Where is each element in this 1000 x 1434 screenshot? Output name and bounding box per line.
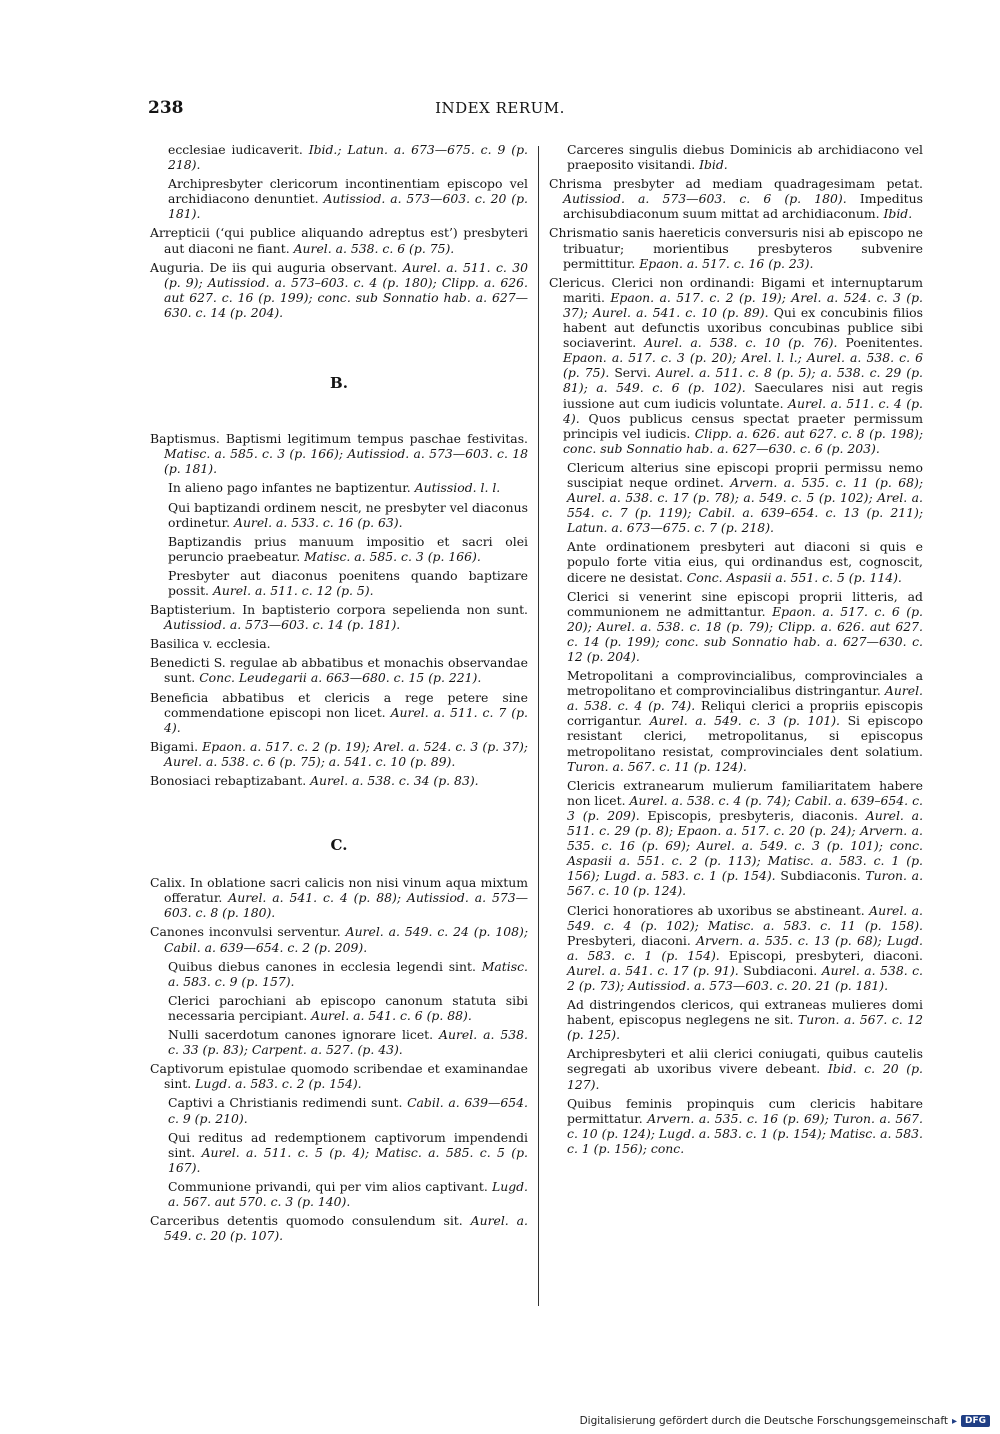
entry-reference: Aurel. a. 538. c. 10 (p. 76). [644, 335, 838, 351]
entry-reference: Arvern. a. 535. c. 16 (p. 69); Turon. a. 567. c. 10 (p. 124); Lugd. a. 583. c. 1 (p. 154); Matisc. a. 583. c. 1 (p. 156); conc. [567, 1110, 923, 1156]
entry-reference: Autissiod. a. 573—603. c. 20 (p. 181). [168, 191, 528, 222]
entry-text: Baptisterium. In baptisterio corpora sepelienda non sunt. [150, 602, 528, 618]
entry-text: Clericus. Clerici non ordinandi: Bigami et internuptarum mariti. [549, 274, 923, 305]
entry-text: Archipresbyteri et alii clerici coniugati, quibus cautelis segregati ab uxoribus vivere debeant. [567, 1046, 923, 1077]
entry-text: Clericis extranearum mulierum familiaritatem habere non licet. [567, 777, 923, 808]
index-entry [150, 1179, 528, 1209]
index-entry [150, 773, 528, 788]
entry-text: Auguria. De iis qui auguria observant. [150, 259, 403, 275]
entry-text: Clerici parochiani ab episcopo canonum statuta sibi necessaria percipiant. [168, 992, 528, 1023]
entry-text: Carceres singulis diebus Dominicis ab archidiacono vel praeposito visitandi. [567, 142, 923, 173]
entry-text: Bonosiaci rebaptizabant. [150, 773, 311, 788]
entry-reference: Aurel. a. 538. c. 6 (p. 75). [293, 240, 455, 256]
index-entry [549, 1096, 923, 1156]
entry-reference: Aurel. a. 549. c. 4 (p. 102); Matisc. a. 583. c. 11 (p. 158). [567, 902, 923, 933]
entry-text: Qui baptizandi ordinem nescit, ne presbyter vel diaconus ordinetur. [168, 499, 528, 530]
entry-reference: Epaon. a. 517. c. 2 (p. 19); Arel. a. 524. c. 3 (p. 37); Aurel. a. 538. c. 6 (p. 75); a. 541. c. 10 (p. 89). [164, 738, 528, 769]
section-letter-b: B. [330, 374, 348, 393]
entry-text: Si episcopo resistant clerici, metropolitanus, si episcopus metropolitano resistat, comprovinciales dent solatium. [567, 713, 923, 759]
footer [580, 1415, 990, 1427]
entry-text: Poenitentes. [837, 335, 923, 351]
entry-reference: Aurel. a. 549. c. 24 (p. 108); Cabil. a. 639—654. c. 2 (p. 209). [164, 924, 528, 955]
entry-text: Ante ordinationem presbyteri aut diaconi si quis e populo forte vitia eius, qui ordinandus est, cognoscit, dicere ne desistat. [567, 539, 923, 585]
entry-text: ecclesiae iudicaverit. [168, 142, 309, 157]
entry-reference: Matisc. a. 583. c. 9 (p. 157). [168, 958, 528, 989]
entry-reference: Aurel. a. 549. c. 20 (p. 107). [164, 1213, 528, 1244]
entry-reference: Aurel. a. 511. c. 7 (p. 4). [164, 704, 528, 735]
entry-reference: Aurel. a. 549. c. 3 (p. 101). [649, 713, 840, 729]
b-entries [150, 431, 528, 788]
index-entry [150, 655, 528, 685]
entry-reference: Aurel. a. 511. c. 30 (p. 9); Autissiod. a. 573–603. c. 4 (p. 180); Clipp. a. 626. aut 627. c. 16 (p. 199); conc. sub Sonnatio hab. a. 627—630. c. 14 (p. 204). [164, 259, 529, 320]
index-entry [150, 500, 528, 530]
entry-reference: Ibid. [883, 206, 913, 222]
entry-text: Impeditus archisubdiaconum suum mittat ad archidiaconum. [563, 191, 924, 222]
index-entry [150, 480, 528, 495]
entry-reference: Lugd. a. 567. aut 570. c. 3 (p. 140). [168, 1178, 528, 1209]
entry-text: Bigami. [150, 738, 203, 754]
entry-text: Chrisma presbyter ad mediam quadragesimam petat. [549, 176, 923, 192]
entry-reference: Aurel. a. 538. c. 34 (p. 83). [310, 773, 479, 788]
entry-text: Presbyteri, diaconi. [567, 932, 697, 948]
footer-text: Digitalisierung gefördert durch die Deutsche Forschungsgemeinschaft [579, 1415, 948, 1427]
entry-text: Captivorum epistulae quomodo scribendae et examinandae sint. [150, 1061, 528, 1092]
index-entry [549, 142, 923, 172]
entry-text: Quibus diebus canones in ecclesia legendi sint. [168, 958, 482, 974]
entry-text: Episcopis, presbyteris, diaconis. [639, 807, 866, 823]
entry-text: Beneficia abbatibus et clericis a rege petere sine commendatione episcopi non licet. [150, 689, 528, 720]
entry-text: Archipresbyter clericorum incontinentiam episcopo vel archidiacono denuntiet. [168, 176, 528, 207]
index-entry [549, 460, 923, 535]
entry-text: Carceribus detentis quomodo consulendum sit. [150, 1213, 471, 1229]
entry-reference: Aurel. a. 541. c. 4 (p. 88); Autissiod. a. 573—603. c. 8 (p. 180). [164, 890, 528, 921]
entry-reference: Aurel. a. 511. c. 29 (p. 8); Epaon. a. 517. c. 20 (p. 24); Arvern. a. 535. c. 16 (p. 69); Aurel. a. 549. c. 3 (p. 101); conc. Aspasii a. 551. c. 2 (p. 113); Matisc. a. 583. c. 1 (p. 156); Lugd. a. 583. c. 1 (p. 154). [567, 807, 924, 884]
index-entry [150, 568, 528, 598]
entry-reference: Aurel. a. 533. c. 16 (p. 63). [234, 514, 403, 530]
index-entry [150, 739, 528, 769]
index-entry [549, 778, 923, 899]
index-entry [150, 142, 528, 172]
c-entries [150, 875, 528, 1243]
entry-reference: Epaon. a. 517. c. 3 (p. 20); Arel. l. l.; Aurel. a. 538. c. 6 (p. 75). [563, 350, 923, 381]
entry-text: Communione privandi, qui per vim alios captivant. [168, 1178, 492, 1194]
entry-reference: Turon. a. 567. c. 10 (p. 124). [567, 868, 924, 899]
entry-reference: Aurel. a. 538. c. 4 (p. 74); Cabil. a. 639–654. c. 3 (p. 209). [567, 792, 923, 823]
left-top-entries [150, 142, 528, 320]
index-entry [150, 690, 528, 735]
entry-text: Canones inconvulsi serventur. [150, 924, 346, 940]
entry-reference: Autissiod. l. l. [414, 480, 501, 496]
entry-text: Subdiaconis. [775, 868, 866, 884]
index-entry [150, 225, 528, 255]
entry-reference: Aurel. a. 511. c. 8 (p. 5); a. 538. c. 29 (p. 81); a. 549. c. 6 (p. 102). [563, 365, 923, 396]
index-entry [549, 225, 923, 270]
entry-reference: Lugd. a. 583. c. 2 (p. 154). [195, 1076, 362, 1092]
entry-reference: Ibid. [699, 157, 728, 173]
index-entry [150, 602, 528, 632]
entry-reference: Epaon. a. 517. c. 6 (p. 20); Aurel. a. 538. c. 18 (p. 79); Clipp. a. 626. aut 627. c. 14 (p. 199); conc. sub Sonnatio hab. a. 627—630. c. 12 (p. 204). [567, 603, 923, 664]
entry-text: Baptizandis prius manuum impositio et sacri olei peruncio praebeatur. [168, 533, 528, 564]
entry-reference: Conc. Leudegarii a. 663—680. c. 15 (p. 221). [199, 670, 482, 686]
entry-reference: Aurel. a. 538. c. 33 (p. 83); Carpent. a. 527. (p. 43). [168, 1027, 528, 1058]
index-entry [150, 875, 528, 920]
index-entry [549, 589, 923, 664]
entry-text: Quibus feminis propinquis cum clericis habitare permittatur. [567, 1095, 923, 1126]
dfg-logo: DFG [961, 1415, 990, 1427]
entry-reference: Ibid.; Latun. a. 673—675. c. 9 (p. 218). [168, 142, 528, 173]
index-entry [150, 1095, 528, 1125]
entry-reference: Aurel. a. 541. c. 17 (p. 91). [567, 962, 739, 978]
entry-text: Qui ex concubinis filios habent aut defunctis uxoribus concubinas publice sibi sociaverint. [563, 304, 923, 351]
entry-reference: Aurel. a. 538. c. 2 (p. 73); Autissiod. a. 573—603. c. 20. 21 (p. 181). [567, 962, 923, 993]
entry-text: Presbyter aut diaconus poenitens quando baptizare possit. [168, 567, 528, 598]
index-entry [150, 959, 528, 989]
left-column [150, 142, 528, 1247]
entry-text: Chrismatio sanis haereticis conversuris nisi ab episcopo ne tribuatur; morientibus presbyteros subvenire permittitur. [549, 225, 923, 271]
index-entry [549, 668, 923, 774]
right-entries [549, 142, 923, 1156]
entry-text: Saeculares nisi aut regis iussione aut cum iudicis voluntate. [563, 380, 923, 411]
index-entry [150, 260, 528, 320]
entry-text: Quos publicus census spectat praeter permissum principis vel iudicis. [563, 410, 923, 441]
entry-text: Metropolitani a comprovincialibus, comprovinciales a metropolitano et comprovincialibus distringantur. [567, 668, 923, 699]
index-entry [150, 176, 528, 221]
running-head: INDEX RERUM. [435, 99, 565, 117]
index-entry [150, 534, 528, 564]
index-entry [150, 1061, 528, 1091]
entry-reference: Conc. Aspasii a. 551. c. 5 (p. 114). [686, 569, 902, 585]
entry-reference: Aurel. a. 511. c. 5 (p. 4); Matisc. a. 585. c. 5 (p. 167). [168, 1144, 528, 1175]
page-number: 238 [148, 98, 184, 118]
index-entry [549, 903, 923, 994]
index-entry [150, 1027, 528, 1057]
entry-reference: Autissiod. a. 573—603. c. 6 (p. 180). [563, 191, 847, 207]
entry-text: Servi. [609, 365, 656, 381]
entry-reference: Autissiod. a. 573—603. c. 14 (p. 181). [164, 617, 401, 633]
index-entry [150, 1130, 528, 1175]
entry-reference: Matisc. a. 585. c. 3 (p. 166); Autissiod. a. 573—603. c. 18 (p. 181). [164, 446, 528, 477]
entry-text: Ad distringendos clericos, qui extraneas mulieres domi habent, episcopus neglegens ne sit. [567, 997, 923, 1028]
entry-reference: Ibid. c. 20 (p. 127). [567, 1061, 923, 1092]
entry-reference: Aurel. a. 511. c. 4 (p. 4). [563, 395, 923, 426]
entry-text: Baptismus. Baptismi legitimum tempus paschae festivitas. [150, 431, 528, 447]
arrow-icon: ▸ [951, 1415, 957, 1427]
entry-text: Clerici honoratiores ab uxoribus se abstineant. [567, 902, 870, 918]
index-entry [549, 1046, 923, 1091]
entry-reference: Epaon. a. 517. c. 16 (p. 23). [639, 255, 814, 271]
index-entry [150, 431, 528, 476]
index-entry [150, 1213, 528, 1243]
entry-reference: Arvern. a. 535. c. 13 (p. 68); Lugd. a. 583. c. 1 (p. 154). [567, 932, 923, 963]
entry-text: Clericum alterius sine episcopi proprii permissu nemo suscipiat neque ordinet. [567, 459, 923, 490]
entry-text: Qui reditus ad redemptionem captivorum impendendi sint. [168, 1129, 528, 1160]
entry-text: Nulli sacerdotum canones ignorare licet. [168, 1027, 440, 1043]
entry-text: In alieno pago infantes ne baptizentur. [168, 480, 415, 496]
entry-reference: Aurel. a. 541. c. 6 (p. 88). [311, 1007, 472, 1023]
entry-reference: Cabil. a. 639—654. c. 9 (p. 210). [168, 1095, 528, 1126]
entry-reference: Turon. a. 567. c. 12 (p. 125). [567, 1012, 923, 1043]
entry-text: Episcopi, presbyteri, diaconi. [719, 947, 923, 963]
entry-text: Captivi a Christianis redimendi sunt. [168, 1095, 408, 1111]
index-entry [549, 997, 923, 1042]
index-entry [549, 176, 923, 221]
right-column [549, 142, 923, 1160]
entry-text: Arrepticii (‘qui publice aliquando adreptus est’) presbyteri aut diaconi ne fiant. [150, 225, 528, 256]
column-divider [538, 146, 539, 1306]
entry-text: Basilica v. ecclesia. [150, 636, 271, 652]
entry-reference: Clipp. a. 626. aut 627. c. 8 (p. 198); conc. sub Sonnatio hab. a. 627—630. c. 6 (p. 203). [563, 425, 923, 456]
index-entry [150, 993, 528, 1023]
entry-reference: Matisc. a. 585. c. 3 (p. 166). [304, 548, 481, 564]
entry-reference: Aurel. a. 538. c. 4 (p. 74). [567, 683, 923, 714]
index-entry [150, 636, 528, 651]
index-entry [150, 924, 528, 954]
index-entry [549, 539, 923, 584]
entry-reference: Turon. a. 567. c. 11 (p. 124). [567, 758, 747, 774]
section-letter-c: C. [330, 836, 348, 855]
entry-text: Clerici si venerint sine episcopi proprii litteris, ad communionem ne admittantur. [567, 588, 923, 619]
entry-text: Subdiaconi. [738, 962, 822, 978]
entry-text: Reliqui clerici a propriis episcopis corrigantur. [567, 698, 923, 729]
index-entry [549, 275, 923, 456]
entry-text: Benedicti S. regulae ab abbatibus et monachis observandae sunt. [150, 655, 528, 686]
entry-text: Calix. In oblatione sacri calicis non nisi vinum aqua mixtum offeratur. [150, 875, 528, 906]
entry-reference: Aurel. a. 511. c. 12 (p. 5). [212, 582, 374, 598]
entry-reference: Arvern. a. 535. c. 11 (p. 68); Aurel. a. 538. c. 17 (p. 78); a. 549. c. 5 (p. 102); Arel. a. 554. c. 7 (p. 119); Cabil. a. 639–654. c. 13 (p. 211); Latun. a. 673—675. c. 7 (p. 218). [567, 474, 924, 536]
entry-reference: Epaon. a. 517. c. 2 (p. 19); Arel. a. 524. c. 3 (p. 37); Aurel. a. 541. c. 10 (p. 89). [563, 289, 923, 320]
